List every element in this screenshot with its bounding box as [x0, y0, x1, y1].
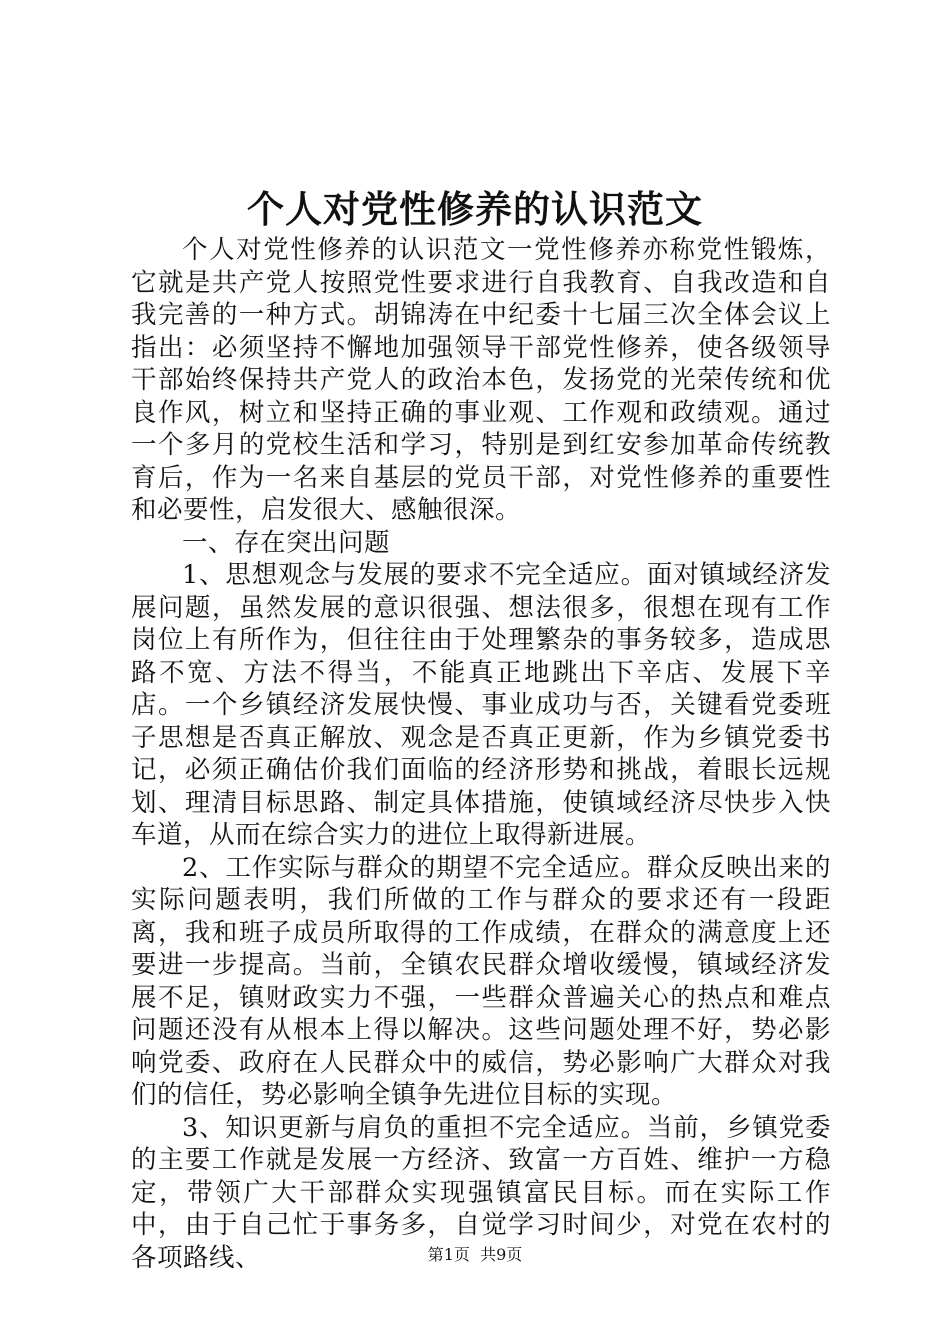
paragraph-item-1: 1、思想观念与发展的要求不完全适应。面对镇域经济发展问题，虽然发展的意识很强、想法很多，很想在现有工作岗位上有所作为，但往往由于处理繁杂的事务较多，造成思路不宽、方法不得当，不能真正地跳出下辛店、发展下辛店。一个乡镇经济发展快慢、事业成功与否，关键看党委班子思想是否真正解放、观念是否真正更新，作为乡镇党委书记，必须正确估价我们面临的经济形势和挑战，着眼长远规划、理清目标思路、制定具体措施，使镇域经济尽快步入快车道，从而在综合实力的进位上取得新进展。 [131, 560, 831, 850]
paragraph-item-3: 3、知识更新与肩负的重担不完全适应。当前，乡镇党委的主要工作就是发展一方经济、致富一方百姓、维护一方稳定，带领广大干部群众实现强镇富民目标。而在实际工作中，由于自己忙于事务多，自觉学习时间少，对党在农村的各项路线、 [131, 1112, 831, 1273]
paragraph-intro: 个人对党性修养的认识范文一党性修养亦称党性锻炼，它就是共产党人按照党性要求进行自我教育、自我改造和自我完善的一种方式。胡锦涛在中纪委十七届三次全体会议上指出：必须坚持不懈地加强领导干部党性修养，使各级领导干部始终保持共产党人的政治本色，发扬党的光荣传统和优良作风，树立和坚持正确的事业观、工作观和政绩观。通过一个多月的党校生活和学习，特别是到红安参加革命传统教育后，作为一名来自基层的党员干部，对党性修养的重要性和必要性，启发很大、感触很深。 [131, 235, 831, 525]
document-body [131, 234, 831, 1274]
page-number: 第1页 [427, 1245, 470, 1264]
footer-separator [470, 1245, 480, 1264]
section-heading: 一、存在突出问题 [182, 527, 391, 558]
page-footer [0, 1244, 950, 1266]
page-total: 共9页 [480, 1245, 523, 1264]
paragraph-item-2: 2、工作实际与群众的期望不完全适应。群众反映出来的实际问题表明，我们所做的工作与群众的要求还有一段距离，我和班子成员所取得的工作成绩，在群众的满意度上还要进一步提高。当前，全镇农民群众增收缓慢，镇域经济发展不足，镇财政实力不强，一些群众普遍关心的热点和难点问题还没有从根本上得以解决。这些问题处理不好，势必影响党委、政府在人民群众中的威信，势必影响广大群众对我们的信任，势必影响全镇争先进位目标的实现。 [131, 852, 831, 1110]
document-title: 个人对党性修养的认识范文 [247, 187, 703, 231]
